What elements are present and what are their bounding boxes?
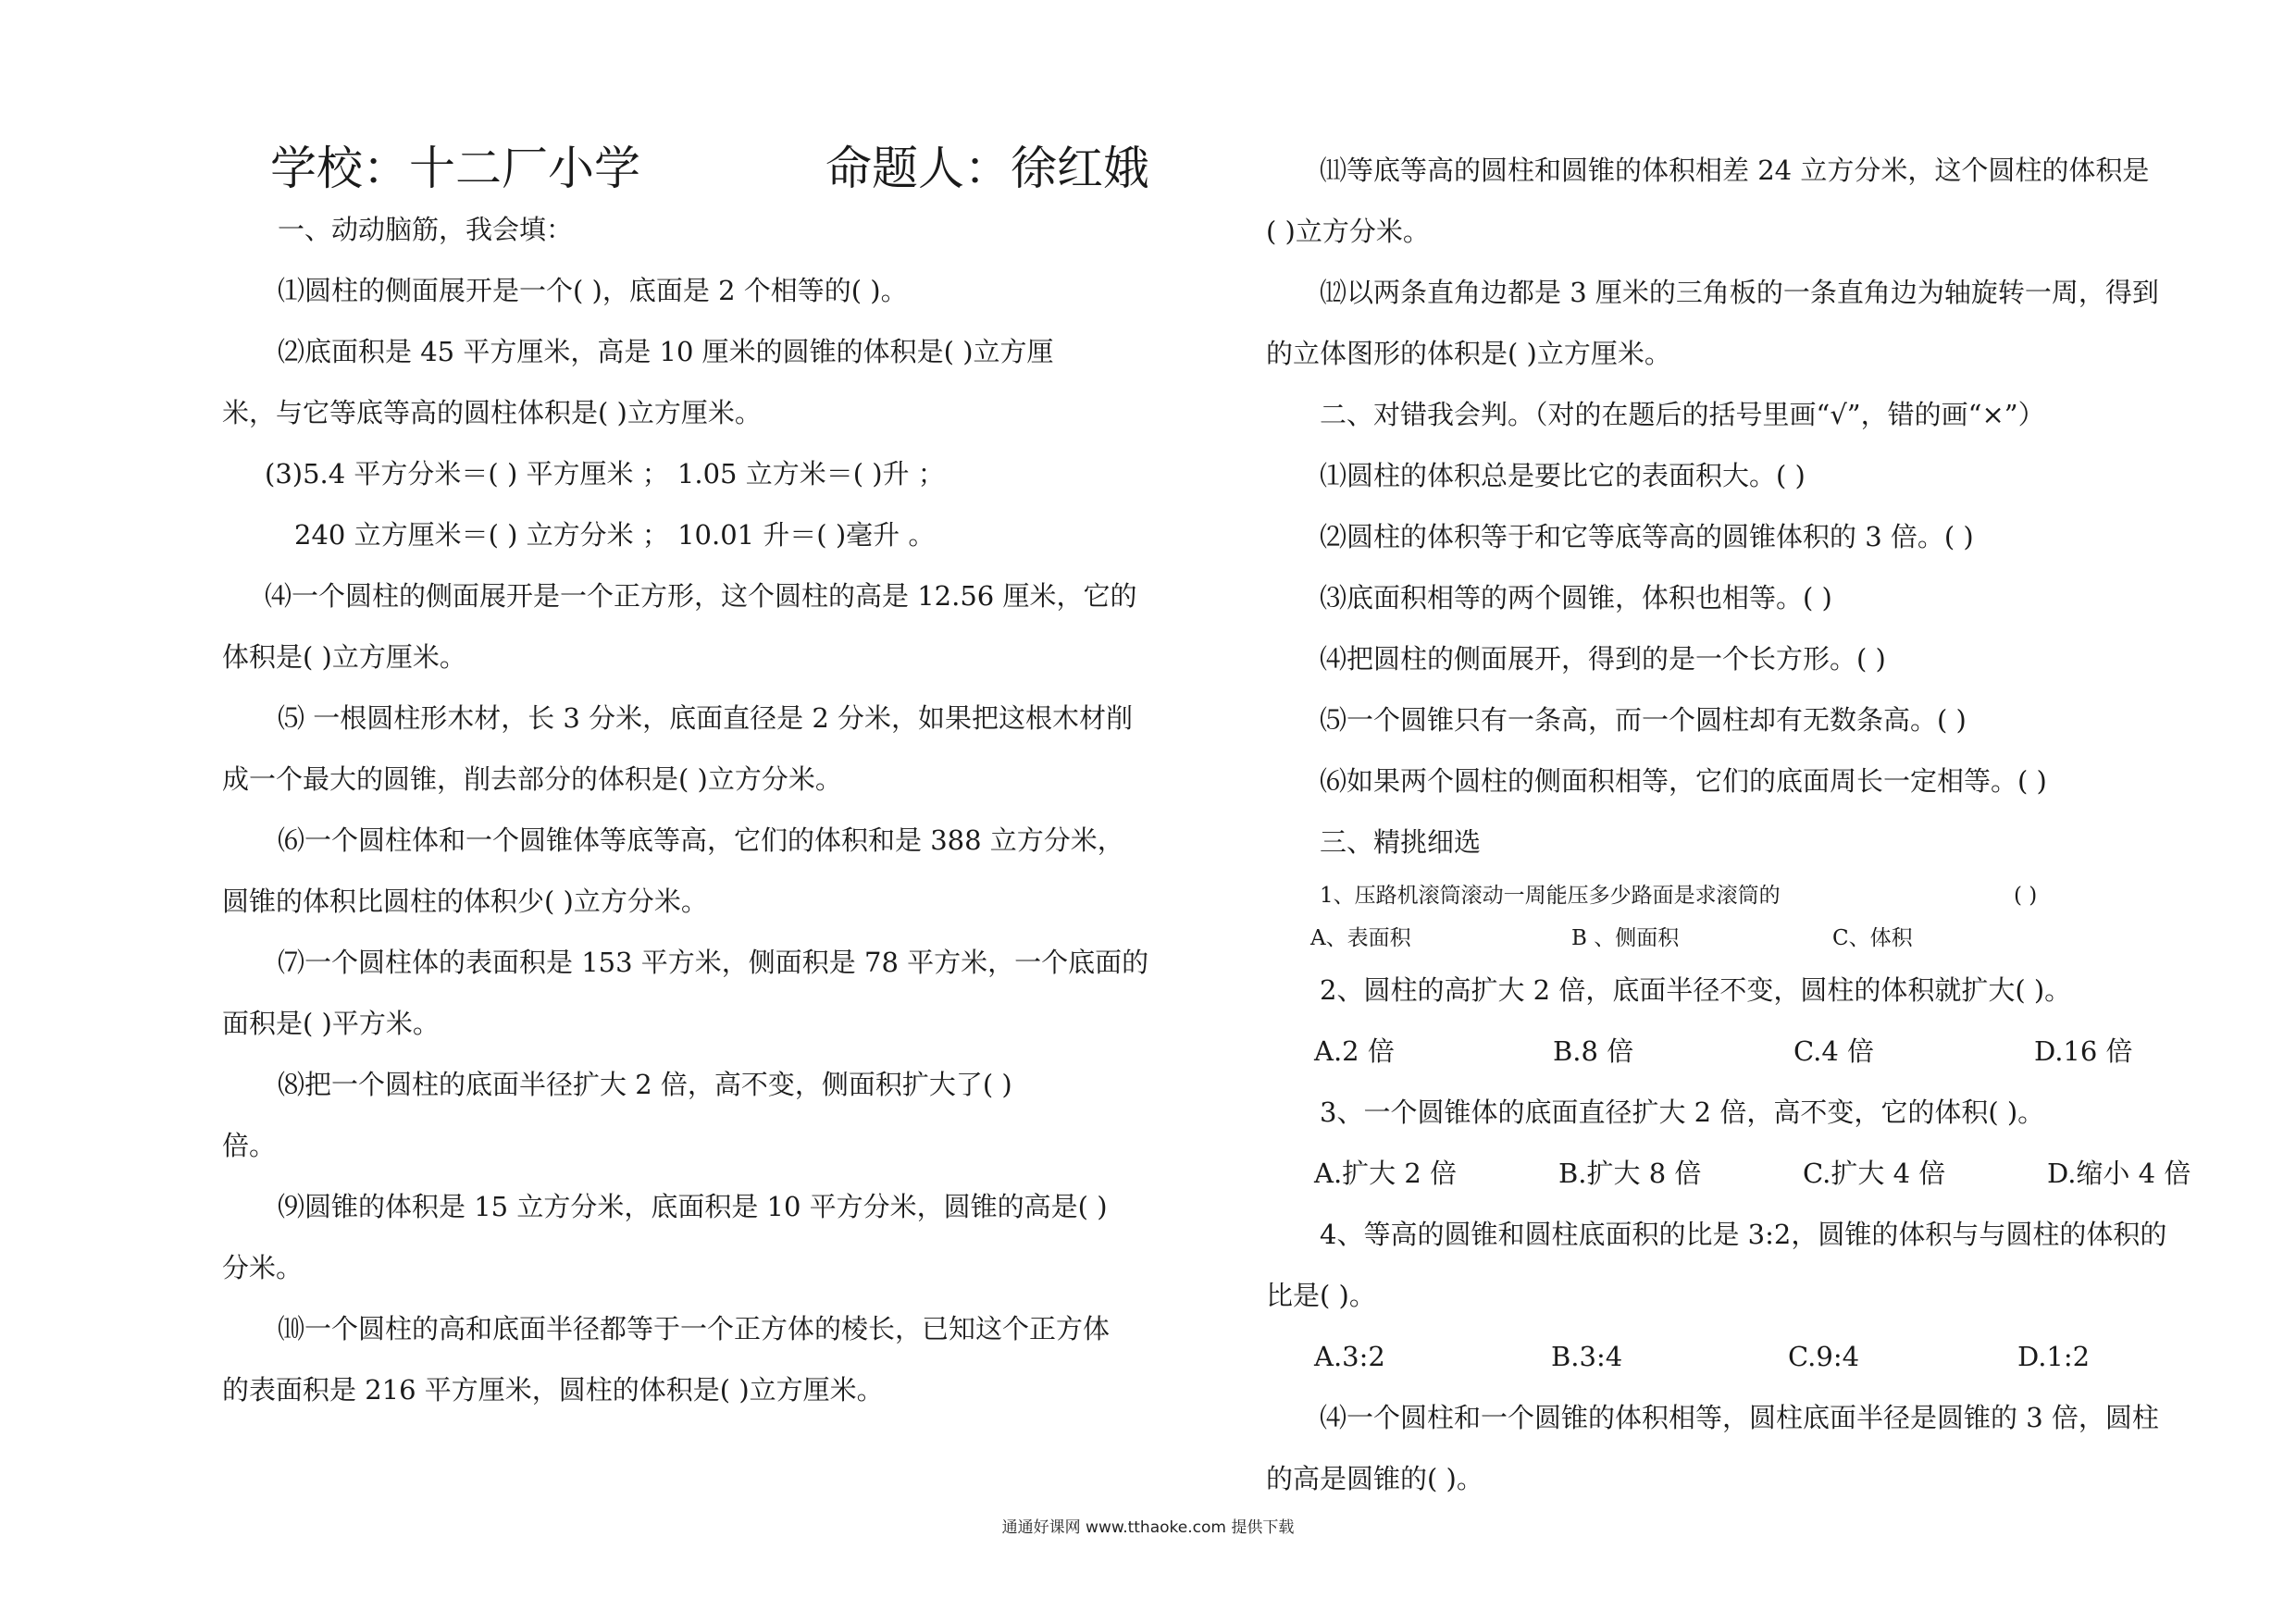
- choice-q5-text-2: 的高是圆锥的( )。: [1266, 1463, 1483, 1494]
- q2-line-2: 米，与它等底等高的圆柱体积是( )立方厘米。: [222, 397, 762, 428]
- q4-line-2: 体积是( )立方厘米。: [222, 641, 466, 673]
- judge-item-4: ⑷把圆柱的侧面展开，得到的是一个长方形。( ): [1320, 643, 1886, 675]
- q6-line-2: 圆锥的体积比圆柱的体积少( )立方分米。: [222, 886, 708, 917]
- q11-line-2: ( )立方分米。: [1266, 216, 1430, 247]
- q10-line-2: 的表面积是 216 平方厘米，圆柱的体积是( )立方厘米。: [222, 1374, 884, 1406]
- choice-q1-option-a: A、表面积: [1310, 926, 1411, 950]
- choice-q4-option-d: D.1:2: [2017, 1341, 2091, 1372]
- judge-item-3: ⑶底面积相等的两个圆锥，体积也相等。( ): [1320, 582, 1832, 613]
- choice-q1-text: 1、压路机滚筒滚动一周能压多少路面是求滚筒的: [1320, 884, 1781, 908]
- school-title: 学校：十二厂小学: [270, 142, 640, 195]
- q7-line-1: ⑺一个圆柱体的表面积是 153 平方米，侧面积是 78 平方米，一个底面的: [278, 947, 1149, 978]
- q2-line-1: ⑵底面积是 45 平方厘米，高是 10 厘米的圆锥的体积是( )立方厘: [278, 336, 1054, 367]
- q8-line-2: 倍。: [222, 1130, 277, 1161]
- choice-q4-option-a: A.3:2: [1314, 1341, 1385, 1372]
- choice-q3-text: 3、一个圆锥体的底面直径扩大 2 倍，高不变，它的体积( )。: [1320, 1096, 2045, 1128]
- section-3-title: 三、精挑细选: [1320, 826, 1482, 858]
- author-title: 命题人：徐红娥: [825, 142, 1149, 195]
- q12-line-2: 的立体图形的体积是( )立方厘米。: [1266, 338, 1671, 369]
- q5-line-1: ⑸ 一根圆柱形木材，长 3 分米，底面直径是 2 分米，如果把这根木材削: [278, 702, 1133, 734]
- q10-line-1: ⑽一个圆柱的高和底面半径都等于一个正方体的棱长，已知这个正方体: [278, 1313, 1111, 1344]
- judge-item-2: ⑵圆柱的体积等于和它等底等高的圆锥体积的 3 倍。( ): [1320, 521, 1974, 552]
- choice-q3-option-d: D.缩小 4 倍: [2047, 1158, 2191, 1189]
- judge-item-1: ⑴圆柱的体积总是要比它的表面积大。( ): [1320, 460, 1806, 491]
- judge-item-6: ⑹如果两个圆柱的侧面积相等，它们的底面周长一定相等。( ): [1320, 765, 2047, 797]
- footer-credit: 通通好课网 www.tthaoke.com 提供下载: [1001, 1518, 1295, 1537]
- choice-q1-bracket: ( ): [2014, 884, 2038, 908]
- choice-q3-option-c: C.扩大 4 倍: [1803, 1158, 1946, 1189]
- choice-q4-text-2: 比是( )。: [1266, 1280, 1376, 1311]
- q12-line-1: ⑿以两条直角边都是 3 厘米的三角板的一条直角边为轴旋转一周，得到: [1320, 277, 2159, 308]
- choice-q4-option-c: C.9:4: [1788, 1341, 1860, 1372]
- choice-q2-option-b: B.8 倍: [1553, 1035, 1634, 1067]
- choice-q3-option-a: A.扩大 2 倍: [1314, 1158, 1458, 1189]
- choice-q3-option-b: B.扩大 8 倍: [1558, 1158, 1702, 1189]
- choice-q1-option-b: B 、侧面积: [1571, 926, 1680, 950]
- q9-line-2: 分米。: [222, 1252, 304, 1283]
- q9-line-1: ⑼圆锥的体积是 15 立方分米，底面积是 10 平方分米，圆锥的高是( ): [278, 1191, 1108, 1222]
- choice-q4-option-b: B.3:4: [1551, 1341, 1623, 1372]
- q6-line-1: ⑹一个圆柱体和一个圆锥体等底等高，它们的体积和是 388 立方分米，: [278, 824, 1124, 856]
- q7-line-2: 面积是( )平方米。: [222, 1008, 440, 1039]
- q3-line-1: (3)5.4 平方分米＝( ) 平方厘米 ； 1.05 立方米＝( )升 ；: [265, 458, 945, 489]
- section-1-title: 一、动动脑筋，我会填：: [278, 214, 574, 245]
- choice-q1-option-c: C、体积: [1832, 926, 1913, 950]
- q3-line-2: 240 立方厘米＝( ) 立方分米 ； 10.01 升＝( )毫升 。: [294, 519, 936, 551]
- choice-q2-option-c: C.4 倍: [1793, 1035, 1875, 1067]
- q8-line-1: ⑻把一个圆柱的底面半径扩大 2 倍，高不变，侧面积扩大了( ): [278, 1069, 1012, 1100]
- section-2-title: 二、对错我会判。（对的在题后的括号里画“√”，错的画“×”）: [1320, 399, 2045, 430]
- q11-line-1: ⑾等底等高的圆柱和圆锥的体积相差 24 立方分米，这个圆柱的体积是: [1320, 155, 2150, 186]
- choice-q4-text-1: 4、等高的圆锥和圆柱底面积的比是 3:2，圆锥的体积与与圆柱的体积的: [1320, 1219, 2167, 1250]
- choice-q2-option-a: A.2 倍: [1314, 1035, 1395, 1067]
- choice-q5-text-1: ⑷一个圆柱和一个圆锥的体积相等，圆柱底面半径是圆锥的 3 倍，圆柱: [1320, 1402, 2159, 1433]
- choice-q2-text: 2、圆柱的高扩大 2 倍，底面半径不变，圆柱的体积就扩大( )。: [1320, 974, 2072, 1006]
- q4-line-1: ⑷一个圆柱的侧面展开是一个正方形，这个圆柱的高是 12.56 厘米，它的: [265, 580, 1137, 612]
- judge-item-5: ⑸一个圆锥只有一条高，而一个圆柱却有无数条高。( ): [1320, 704, 1967, 736]
- choice-q2-option-d: D.16 倍: [2034, 1035, 2133, 1067]
- q5-line-2: 成一个最大的圆锥，削去部分的体积是( )立方分米。: [222, 763, 842, 795]
- q1-line: ⑴圆柱的侧面展开是一个( )，底面是 2 个相等的( )。: [278, 275, 908, 306]
